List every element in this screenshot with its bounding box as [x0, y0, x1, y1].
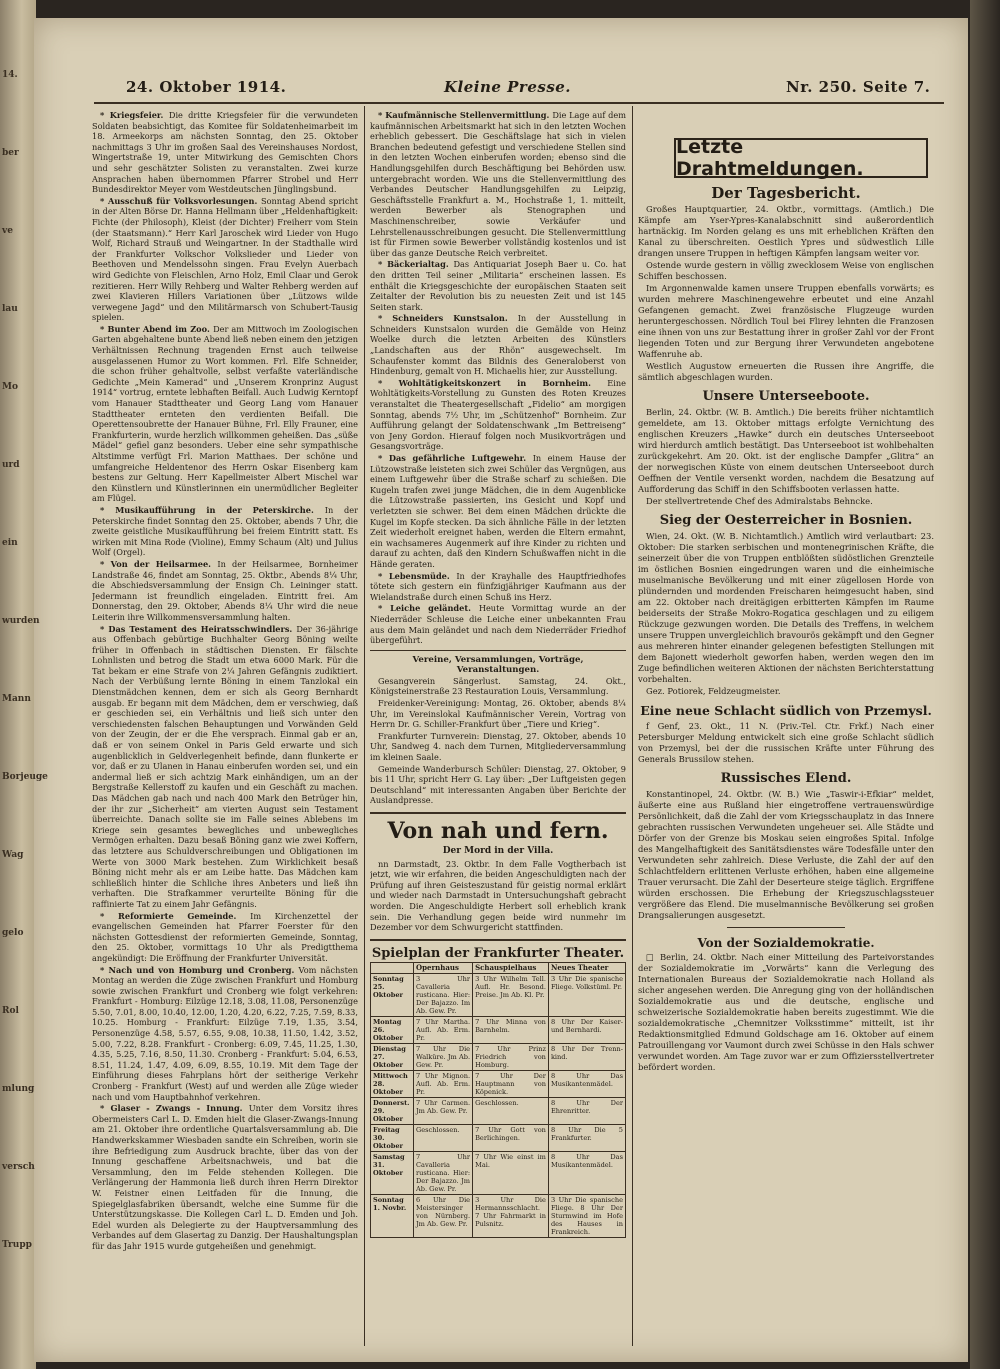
adjacent-page-word: Wag	[2, 850, 24, 860]
article-paragraph	[370, 603, 626, 645]
article-paragraph	[370, 259, 626, 312]
spielplan-cell: 3 Uhr Die Hermannsschlacht. 7 Uhr Fahrmarkt in Pulsnitz.	[473, 1194, 549, 1237]
spielplan-cell: 7 Uhr Minna von Barnhelm.	[473, 1016, 549, 1043]
spielplan-cell: Geschlossen.	[414, 1124, 473, 1151]
spielplan-row	[371, 973, 626, 1016]
vereine-item: Freidenker-Vereinigung: Montag, 26. Oktober, abends 8¼ Uhr, im Vereinslokal Kaufmännischer Verein, Vortrag von Herrn Dr. G. Schiller-Frankfurt über „Tiere und Krieg“.	[370, 698, 626, 730]
article-heading: * Leiche geländet.	[378, 603, 479, 614]
divider-vereine	[370, 650, 626, 651]
spielplan-cell: 3 Uhr Cavalleria rusticana. Hier: Der Bajazzo. Im Ab. Gew. Pr.	[414, 973, 473, 1016]
spielplan-row	[371, 1194, 626, 1237]
russisches-elend-heading: Russisches Elend.	[720, 771, 852, 786]
przemysl-text: f Genf, 23. Okt., 11 N. (Priv.-Tel. Ctr. Frkf.) Nach einer Petersburger Meldung entwickelt sich eine große Schlacht südlich von Przemysl, bei der die russischen Kräfte unter Führung des Generals Brussilow stehen.	[638, 721, 934, 764]
spielplan-cell: Geschlossen.	[473, 1097, 549, 1124]
article-text: Vom nächsten Montag an werden die Züge zwischen Frankfurt und Homburg sowie zwischen Frankfurt und Cronberg wie folgt verkehren: Frankfurt - Homburg: Eilzüge 12.18, 3.08, 11.08, Personenzüge 5.50, 7.01, 8.00, 10.40, 12.00, 1.20, 4.20, 6.22, 7.25, 7.59, 8.33, 10.25. Homburg - Frankfurt: Eilzüge 7.19, 1.35, 3.54, Personenzüge 4.58, 5.57, 6.55, 9.08, 10.38, 11.50, 1.42, 3.52, 5.00, 7.22, 8.28. Frankfurt - Cronberg: 6.09, 7.45, 11.25, 1.30, 4.35, 5.25, 7.16, 8.50, 11.30. Cronberg - Frankfurt: 5.04, 6.53, 8.51, 11.24, 1.47, 4.09, 6.09, 8.55, 10.19. Mit dem Tage der Einführung dieses Fahrplans hört der seitherige Verkehr Cronberg - Frankfurt (West) auf und werden alle Züge wieder nach und vom Hauptbahnhof verkehren.	[92, 964, 358, 1102]
adjacent-page-word: Mo	[2, 382, 18, 392]
przemysl-heading: Eine neue Schlacht südlich von Przemysl.	[640, 703, 932, 718]
spielplan-day-cell: Samstag 31. Oktober	[371, 1151, 414, 1194]
article-heading: * Das gefährliche Luftgewehr.	[378, 453, 533, 463]
article-heading: * Musikaufführung in der Peterskirche.	[100, 504, 325, 515]
right-shadow-edge	[970, 0, 1000, 1369]
article-paragraph	[92, 196, 358, 323]
column-divider-1	[364, 106, 365, 1346]
spielplan-day-cell: Sonntag 25. Oktober	[371, 973, 414, 1016]
bosnien-paragraph: Wien, 24. Okt. (W. B. Nichtamtlich.) Amtlich wird verlautbart: 23. Oktober: Die starken serbischen und montenegrinischen Kräfte, die seinerzeit über die von Truppen entblößten südöstlichen Grenzteile im östlichen Bosnien eingedrungen waren und die einheimische muselmanische Bevölkerung und mit einer zügellosen Horde von plündernden und mordenden Freischaren heimgesucht haben, sind am 22. Oktober nach dreitägigen erbitterten Kämpfen im Raume beiderseits der Straße Mokro-Rogatica geschlagen und zu eiligem Rückzuge gezwungen worden. Die Details des Treffens, in welchem unsere Truppen unvergleichlich bravourös gekämpft und den Gegner aus mehreren hinter einander gelegenen befestigten Stellungen mit dem Bajonett wiederholt geworfen haben, werden wegen den im Zuge befindlichen weiteren Aktionen der nächsten Berichterstattung vorbehalten.	[638, 531, 934, 684]
article-text: In der Heilsarmee, Bornheimer Landstraße 46, findet am Sonntag, 25. Oktbr., Abends 8¼ Uhr, die Abschiedsversammlung der Ensign Ch. Leininger statt. Jedermann ist freundlich eingeladen. Eintritt frei. Am Donnerstag, den 29. Oktober, Abends 8¼ Uhr wird die neue Leiterin ihre Willkommensversammlung halten.	[92, 558, 358, 622]
bosnien-body	[638, 531, 934, 697]
spielplan-row	[371, 1124, 626, 1151]
spielplan-cell: 8 Uhr Der Kaiser- und Bernhardi.	[548, 1016, 625, 1043]
spielplan-day-cell: Montag 26. Oktober	[371, 1016, 414, 1043]
divider-spielplan	[370, 939, 626, 941]
article-text: Im Kirchenzettel der evangelischen Gemeinden hat Pfarrer Foerster für den nächsten Gottesdienst der reformierten Gemeinde, Sonntag, den 25. Oktober, vormittags 10 Uhr als Predigtthema angekündigt: Die Eröffnung der Frankfurter Universität.	[92, 910, 358, 963]
tagesbericht-body	[638, 204, 934, 383]
spielplan-heading: Spielplan der Frankfurter Theater.	[371, 945, 625, 961]
spielplan-cell: 8 Uhr Der Trenn-kind.	[548, 1043, 625, 1070]
adjacent-page-word: Trupp	[2, 1240, 32, 1250]
spielplan-cell: 7 Uhr Der Hauptmann von Köpenick.	[473, 1070, 549, 1097]
article-paragraph	[92, 624, 358, 910]
tagesbericht-heading: Der Tagesbericht.	[711, 184, 861, 202]
spielplan-cell: 7 Uhr Mignon. Aufl. Ab. Erm. Pr.	[414, 1070, 473, 1097]
adjacent-page-word: ve	[2, 226, 13, 236]
adjacent-page-word: ber	[2, 148, 19, 158]
unterseeboote-paragraph: Der stellvertretende Chef des Admiralstabs Behncke.	[646, 496, 873, 506]
spielplan-row	[371, 1016, 626, 1043]
adjacent-page-word: gelo	[2, 928, 24, 938]
spielplan-day-cell: Donnerst. 29. Oktober	[371, 1097, 414, 1124]
article-heading: * Bäckerialtag.	[378, 259, 454, 270]
folio-date: 24. Oktober 1914.	[126, 78, 287, 96]
article-text: Das Antiquariat Joseph Baer u. Co. hat den dritten Teil seiner „Militaria“ erscheinen lassen. Es enthält die Kriegsgeschichte der europäischen Staaten seit Zeitalter der Revolution bis zu neuesten Zeit und ist 145 Seiten stark.	[370, 259, 626, 312]
article-paragraph	[92, 505, 358, 558]
article-heading: * Kriegsfeier.	[100, 110, 169, 120]
tagesbericht-paragraph: Westlich Augustow erneuerten die Russen ihre Angriffe, die sämtlich abgeschlagen wurden.	[638, 361, 934, 382]
bosnien-paragraph: Gez. Potiorek, Feldzeugmeister.	[646, 686, 781, 696]
article-text: Die dritte Kriegsfeier für die verwundeten Soldaten beabsichtigt, das Komitee für Soldatenheimarbeit im 18. Armeekorps am nächsten Sonntag, den 25. Oktober nachmittags 3 Uhr im großen Saal des Vereinshauses Nordost, Wingertstraße 19, unter Mitwirkung des Gemischten Chors und sehr geschätzter Solisten zu veranstalten. Zwei kurze Ansprachen haben übernommen Pfarrer Strobel und Herr Bundesdirektor Meyer vom Westdeutschen Jünglingsbund.	[92, 110, 358, 195]
von-nah-und-fern-heading: Von nah und fern.	[387, 818, 609, 844]
spielplan-row	[371, 1070, 626, 1097]
article-text: Die Lage auf dem kaufmännischen Arbeitsmarkt hat sich in den letzten Wochen erheblich gebessert. Die Geschäftslage hat sich in vielen Branchen bedeutend gefestigt und verschiedene Stellen sind in den letzten Wochen einberufen worden; ebenso sind die Handlungsgehilfen durch Beschäftigung bei Behörden usw. untergebracht worden. Wie uns die Stellenvermittlung des Verbandes Deutscher Handlungsgehilfen zu Leipzig, Geschäftsstelle Frankfurt a. M., Hochstraße 1, 1. mitteilt, werden Bewerber als Stenographen und Maschinenschreiber, sowie Verkäufer und Lehrstellenausschreibungen gesucht. Die Stellenvermittlung ist für Firmen sowie Bewerber vollständig kostenlos und ist über das ganze Deutsche Reich verbreitet.	[370, 110, 626, 258]
spielplan-cell: 6 Uhr Die Meistersinger von Nürnberg. Jm Ab. Gew. Pr.	[414, 1194, 473, 1237]
spielplan-cell: 8 Uhr Das Musikantenmädel.	[548, 1070, 625, 1097]
article-heading: * Das Testament des Heiratsschwindlers.	[100, 623, 297, 634]
column-local-news	[92, 110, 358, 1346]
spielplan-cell: 7 Uhr Gott von Berlichingen.	[473, 1124, 549, 1151]
adjacent-page-word: 14.	[2, 70, 18, 80]
spielplan-cell: 7 Uhr Prinz Friedrich von Homburg.	[473, 1043, 549, 1070]
newspaper-title: Kleine Presse.	[444, 78, 572, 96]
unterseeboote-paragraph: Berlin, 24. Oktbr. (W. B. Amtlich.) Die bereits früher nichtamtlich gemeldete, am 13. Oktober mittags erfolgte Vernichtung des englischen Kreuzers „Hawke“ durch ein deutsches Unterseeboot wird hierdurch amtlich bestätigt. Das Unterseeboot ist wohlbehalten zurückgekehrt. Am 20. Okt. ist der englische Dampfer „Glitra“ an der norwegischen Küste von einem deutschen Unterseeboot durch Oeffnen der Ventile versenkt worden, nachdem die Besatzung auf Aufforderung das Schiff in den Schiffsbooten verlassen hatte.	[638, 407, 934, 494]
spielplan-day-cell: Freitag 30. Oktober	[371, 1124, 414, 1151]
article-heading: * Bunter Abend im Zoo.	[100, 323, 214, 334]
article-text: In der Peterskirche findet Sonntag den 25. Oktober, abends 7 Uhr, die zweite geistliche Musikaufführung bei freiem Eintritt statt. Es wirken mit Mina Rode (Violine), Emmy Schaum (Alt) und Julius Wolf (Orgel).	[92, 504, 358, 558]
folio-number: Nr. 250. Seite 7.	[786, 78, 931, 96]
newspaper-page	[34, 18, 968, 1362]
divider-von-nah	[370, 812, 626, 814]
article-paragraph	[92, 911, 358, 964]
article-heading: * Kaufmännische Stellenvermittlung.	[378, 110, 553, 120]
bosnien-heading: Sieg der Oesterreicher in Bosnien.	[659, 513, 913, 528]
article-paragraph	[370, 378, 626, 452]
spielplan-cell: 7 Uhr Carmen. Jm Ab. Gew. Pr.	[414, 1097, 473, 1124]
article-text: In einem Hause der Lützowstraße leisteten sich zwei Schüler das Vergnügen, aus einem Luftgewehr über die Straße scharf zu schießen. Die Kugeln trafen zwei junge Mädchen, die in dem Augenblicke die Lützowstraße passierten, ins Gesicht und Kopf und verletzten sie schwer. Bei dem einen Mädchen drückte die Kugel im Kopfe stecken. Da sich ähnliche Fälle in der letzten Zeit wiederholt ereignet haben, werden die Eltern ermahnt, ein wachsameres Augenmerk auf ihre Kinder zu richten und darauf zu achten, daß den Kindern Schußwaffen nicht in die Hände geraten.	[370, 453, 626, 569]
spielplan-table	[370, 962, 626, 1238]
spielplan-cell: 8 Uhr Der Ehrenritter.	[548, 1097, 625, 1124]
adjacent-page-word: urd	[2, 460, 20, 470]
spielplan-cell: 3 Uhr Wilhelm Tell. Aufl. Hr. Besond. Preise. Jm Ab. Kl. Pr.	[473, 973, 549, 1016]
article-text: In der Ausstellung in Schneiders Kunstsalon wurden die Gemälde von Heinz Woelke durch die letzten Arbeiten des Künstlers „Landschaften aus der Rhön“ ausgewechselt. Im Schaufenster kommt das Bildnis des Generaloberst von Hindenburg, gemalt von H. Michaelis hier, zur Ausstellung.	[370, 313, 626, 377]
unterseeboote-heading: Unsere Unterseeboote.	[702, 389, 870, 404]
article-text: Unter dem Vorsitz ihres Obermeisters Carl L. D. Emden hielt die Glaser-Zwangs-Innung am 21. Oktober ihre ordentliche Quartalsversammlung ab. Die Handwerkskammer Wiesbaden sandte ein Schreiben, worin sie ihre Befriedigung zum Ausdruck brachte, über das von der Innung geschaffene Arbeitsnachweis, und bat die Versammlung, den im Felde stehenden Kollegen. Die Verlängerung der Hammonia ließ durch ihren Herrn Direktor W. Feistner einen Leitfaden für die Innung, die Spiegelglasfabriken übersandt, welche eine Summe für die Unterstützungskasse. Die Kollegen Carl L. D. Emden und Joh. Edel wurden als Delegierte zu der Hauptversammlung des Verbandes auf dem Glasertag zu Danzig. Der Haushaltungsplan für das Jahr 1915 wurde gutgeheißen und genehmigt.	[92, 1103, 358, 1251]
spielplan-cell: 7 Uhr Cavalleria rusticana. Hier: Der Bajazzo. Jm Ab. Gew. Pr.	[414, 1151, 473, 1194]
article-text: Der 36-jährige aus Offenbach gebürtige Buchhalter Georg Böning weilte früher in Offenbach in städtischen Diensten. Er fälschte Lohnlisten und betrog die Stadt um etwa 6000 Mark. Für die Tat bekam er eine Strafe von 2¼ Jahren Gefängnis zudiktiert. Nach der Verbüßung lernte Böning in einem Tanzlokal ein Dienstmädchen kennen, dem er sich als Georg Bernhardt ausgab. Er begann mit dem Mädchen, dem er verschwieg, daß er geschieden sei, ein Verhältnis und ließ sich unter den verschiedensten falschen Behauptungen und Vorwänden Geld von der Zeugin, der er die Ehe versprach. Einmal gab er an, daß er von seinem Onkel in Paris Geld erwarte und sich augenblicklich in Geldverlegenheit befinde, dann flunkerte er vor, daß er zu Ulanen in Hanau einberufen worden sei, und ein andermal ließ er sich achtzig Mark einhändigen, um an der Bergstraße Kellerstoff zu kaufen und ein Geschäft zu machen. Das Mädchen gab nach und nach 400 Mark den Betrüger hin, der ihr zur „Sicherheit“ am vierten August sein Testament überreichte. Danach sollte sie im Falle seines Ablebens im Kriege sein gesamtes bewegliches und unbewegliches Vermögen erhalten. Dazu besaß Böning ganz wie zwei Koffern, das letztere aus Schuldverschreibungen und Obligationen im Werte von 3000 Mark bestehen. Zum Wirklichkeit besaß Böning nicht mehr als er am Leibe hatte. Das Mädchen kam schließlich hinter die Schliche ihres Anbeters und ließ ihn verhaften. Die Strafkammer verurteilte Böning für die raffinierte Tat zu einem Jahr Gefängnis.	[92, 623, 358, 909]
article-text: Eine Wohltätigkeits-Vorstellung zu Gunsten des Roten Kreuzes veranstaltet die Theatergesellschaft „Fidelio“ am morgigen Sonntag, abends 7½ Uhr, im „Schützenhof“ Bornheim. Zur Aufführung gelangt der Soldatenschwank „Im Bettreiseng“ von Jeny Gordon. Hierauf folgen noch Musikvorträgen und Gesangsvorträge.	[370, 377, 626, 452]
mord-heading: Der Mord in der Villa.	[442, 846, 554, 856]
article-paragraph	[370, 110, 626, 258]
spielplan-cell: 3 Uhr Die spanische Fliege. 8 Uhr Der Sturmwind im Hofe des Hauses in Frankreich.	[548, 1194, 625, 1237]
spielplan-day-cell: Sonntag 1. Novbr.	[371, 1194, 414, 1237]
article-paragraph	[92, 110, 358, 195]
spielplan-day-cell: Dienstag 27. Oktober	[371, 1043, 414, 1070]
article-heading: * Nach und von Homburg und Cronberg.	[100, 964, 299, 975]
spielplan-cell: 7 Uhr Die Walküre. Jm Ab. Gew. Pr.	[414, 1043, 473, 1070]
spielplan-header-cell: Schauspielhaus	[473, 962, 549, 973]
spielplan-cell: 7 Uhr Martha. Aufl. Ab. Erm. Pr.	[414, 1016, 473, 1043]
adjacent-page-word: Rol	[2, 1006, 19, 1016]
article-text: Der am Mittwoch im Zoologischen Garten abgehaltene bunte Abend ließ neben einem den jetzigen Verhältnissen Rechnung tragenden Ernst auch teilweise ausgelassenen Humor zu Wort kommen. Frl. Elfe Schneider, die schon früher gehaltvolle, selbst verfaßte vaterländische Gedichte „Mein Kamerad“ und „Unserem Kronprinz August 1914“ vortrug, erntete lebhaften Beifall. Auch Ludwig Kerntopf vom Hanauer Stadttheater und Georg Lang vom Hanauer Stadttheater ernteten den verdienten Beifall. Die Operettensoubrette der Hanauer Bühne, Frl. Elly Frauner, eine Frankfurterin, wurde herzlich willkommen geheißen. Das „süße Mädel“ gefiel ganz besonders. Ueber eine sehr sympathische Altstimme verfügt Frl. Marion Matthaes. Der schöne und umfangreiche Heldentenor des Herrn Oskar Eisenberg kam bestens zur Geltung. Herr Kapellmeister Albert Mischel war den Künstlern und Künstlerinnen ein unermüdlicher Begleiter am Flügel.	[92, 323, 358, 504]
vereine-heading: Vereine, Versammlungen, Vorträge, Veranstaltungen.	[412, 654, 584, 676]
vereine-item: Gemeinde Wanderbursch Schüler: Dienstag, 27. Oktober, 9 bis 11 Uhr, spricht Herr G. Lay über: „Der Luftgeisten gegen Deutschland“ mit interessanten Angaben über Berichte der Auslandpresse.	[370, 763, 626, 806]
spielplan-day-cell: Mittwoch 28. Oktober	[371, 1070, 414, 1097]
article-heading: * Ausschuß für Volksvorlesungen.	[100, 195, 261, 206]
spielplan-cell: 3 Uhr Die spanische Fliege. Volkstüml. Pr.	[548, 973, 625, 1016]
adjacent-page-word: lau	[2, 304, 18, 314]
adjacent-page-word: Mann	[2, 694, 31, 704]
vereine-item: Gesangverein Sängerlust. Samstag, 24. Okt., Königsteinerstraße 23 Restauration Louis, Versammlung.	[370, 675, 626, 697]
article-heading: * Schneiders Kunstsalon.	[378, 313, 518, 324]
sozialdemokratie-text: □ Berlin, 24. Oktbr. Nach einer Mitteilung des Parteivorstandes der Sozialdemokratie im „Vorwärts“ kann die Verlegung des Internationalen Bureaus der Sozialdemokratie nach Holland als sicher angesehen werden. Die Anregung ging von der holländischen Sozialdemokratie aus und die deutsche, englische und schweizerische Sozialdemokratie haben bereits zugestimmt. Wie die sozialdemokratische „Chemnitzer Volksstimme“ mitteilt, ist ihr Redaktionsmitglied Edmund Goldschage am 16. Oktober auf einem Patrouillengang vor Vaumont durch zwei Schüsse in den Hals schwer verwundet worden. Am Tage zuvor war er zum Offiziersstellvertreter befördert worden.	[638, 952, 934, 1072]
mord-text: nn Darmstadt, 23. Oktbr. In dem Falle Vogtherbach ist jetzt, wie wir erfahren, die beiden Angeschuldigten nach der Prüfung auf ihren Geisteszustand für geistig normal erklärt und wieder nach Darmstadt in Untersuchungshaft gebracht worden. Die Angeschuldigte Herbert soll erheblich krank sein. Die Verhandlung gegen beide wird nunmehr im Dezember vor dem Schwurgericht stattfinden.	[370, 858, 626, 933]
vereine-item: Frankfurter Turnverein: Dienstag, 27. Oktober, abends 10 Uhr, Sandweg 4. nach dem Turnen, Mitgliederversammlung im kleinen Saale.	[370, 730, 626, 763]
article-heading: * Reformierte Gemeinde.	[100, 910, 251, 921]
article-text: Sonntag Abend spricht in der Alten Börse Dr. Hanna Hellmann über „Heldenhaftigkeit: Fichte (der Philosoph), Kleist (der Dichter) Freiherr vom Stein (der Staatsmann).“ Herr Karl Jaroschek wird Lieder von Hugo Wolf, Richard Strauß und Weingartner. In der Stadthalle wird der Frankfurter Volkschor Volkslieder und Lieder von Beethoven und Mendelssohn singen. Frau Evelyn Auerbach wird Gedichte von Fleischlen, Arno Holz, Emil Claar und Gerok rezitieren. Herr Willy Rehberg und Walter Rehberg werden auf zwei Klavieren Hillers Variationen über „Lützows wilde verwegene Jagd“ und den Militärmarsch von Schubert-Tausig spielen.	[92, 195, 358, 323]
unterseeboote-body	[638, 407, 934, 507]
article-paragraph	[370, 313, 626, 377]
article-paragraph	[92, 1103, 358, 1251]
article-heading: * Von der Heilsarmee.	[100, 558, 218, 569]
russisches-elend-text: Konstantinopel, 24. Oktbr. (W. B.) Wie „Taswir-i-Efkiar“ meldet, äußerte eine aus Rußland hier eingetroffene vertrauenswürdige Persönlichkeit, daß die Zahl der vom Kriegsschauplatz in das Innere gebrachten russischen Verwundeten ungeheuer sei. Alle Städte und Dörfer von der Grenze bis Moskau seien eingroßes Spital. Infolge des Mangelhaftigkeit des Sanitätsdienstes wäre Todesfälle unter den Verwundeten sehr zahlreich. Diese Verluste, die Zahl der auf den Schlachtfeldern erlittenen Verluste erhöhen, haben eine allgemeine Trauer verursacht. Die Zahl der Deserteure steige täglich. Ergriffene würden erschossen. Die Erhebung der Kriegszuschlagssteuer vergrößere das Elend. Die muselmannische Bevölkerung sei großen Drangsalierungen ausgesetzt.	[638, 789, 934, 920]
tagesbericht-paragraph: Großes Hauptquartier, 24. Oktbr., vormittags. (Amtlich.) Die Kämpfe am Yser-Ypres-Kanalabschnitt sind außerordentlich hartnäckig. Im Norden gelang es uns mit erheblichen Kräften den Kanal zu überschreiten. Oestlich Ypres und südwestlich Lille drangen unsere Truppen in heftigen Kämpfen langsam weiter vor.	[638, 204, 934, 258]
tagesbericht-paragraph: Im Argonnenwalde kamen unsere Truppen ebenfalls vorwärts; es wurden mehrere Maschinengewehre erbeutet und eine Anzahl Gefangenen gemacht. Zwei französische Flugzeuge wurden heruntergeschossen. Nördlich Toul bei Flirey lehnten die Franzosen eine ihnen von uns zur Bestattung ihrer in großer Zahl vor der Front liegenden Toten und zur Bergung ihrer Verwundeten angebotene Waffenruhe ab.	[638, 283, 934, 359]
spielplan-row	[371, 1043, 626, 1070]
article-paragraph	[92, 559, 358, 623]
divider-sozi	[727, 927, 845, 928]
article-heading: * Lebensmüde.	[378, 570, 457, 581]
tagesbericht-paragraph: Ostende wurde gestern in völlig zwecklosem Weise von englischen Schiffen beschossen.	[638, 260, 934, 281]
spielplan-cell: 8 Uhr Das Musikantenmädel.	[548, 1151, 625, 1194]
vereine-list	[370, 676, 626, 806]
adjacent-page-word: ein	[2, 538, 18, 548]
column-divider-2	[632, 106, 633, 1346]
spielplan-cell: 7 Uhr Wie einst im Mai.	[473, 1151, 549, 1194]
article-paragraph	[92, 965, 358, 1103]
letzte-drahtmeldungen-box	[674, 138, 928, 178]
adjacent-page-word: wurden	[2, 616, 40, 626]
spielplan-row	[371, 1097, 626, 1124]
column-wire-reports	[638, 182, 934, 1346]
column-news-and-theater	[370, 110, 626, 1346]
adjacent-page-word: versch	[2, 1162, 35, 1172]
spielplan-header-cell: Opernhaus	[414, 962, 473, 973]
article-paragraph	[370, 571, 626, 603]
letzte-drahtmeldungen-title: Letzte Drahtmeldungen.	[676, 136, 864, 180]
article-paragraph	[370, 453, 626, 570]
article-heading: * Wohltätigkeitskonzert in Bornheim.	[378, 377, 608, 388]
spielplan-row	[371, 1151, 626, 1194]
article-heading: * Glaser - Zwangs - Innung.	[100, 1103, 249, 1114]
article-text: Heute Vormittag wurde an der Niederräder Schleuse die Leiche einer unbekannten Frau aus dem Main geländet und nach dem Niederräder Friedhof übergeführt.	[370, 603, 626, 646]
adjacent-page-word: Borjeuge	[2, 772, 48, 782]
header-rule	[94, 102, 944, 104]
spielplan-cell: 8 Uhr Die 5 Frankfurter.	[548, 1124, 625, 1151]
article-paragraph	[92, 324, 358, 504]
article-text: In der Krayhalle des Hauptfriedhofes tötete sich gestern ein fünfzigjähriger Kaufmann aus der Wielandstraße durch einen Schuß ins Herz.	[370, 570, 626, 602]
column2-articles	[370, 110, 626, 646]
sozialdemokratie-heading: Von der Sozialdemokratie.	[697, 936, 875, 950]
adjacent-page-word: mlung	[2, 1084, 35, 1094]
spielplan-header-cell	[371, 962, 414, 973]
spielplan-header-cell: Neues Theater	[548, 962, 625, 973]
